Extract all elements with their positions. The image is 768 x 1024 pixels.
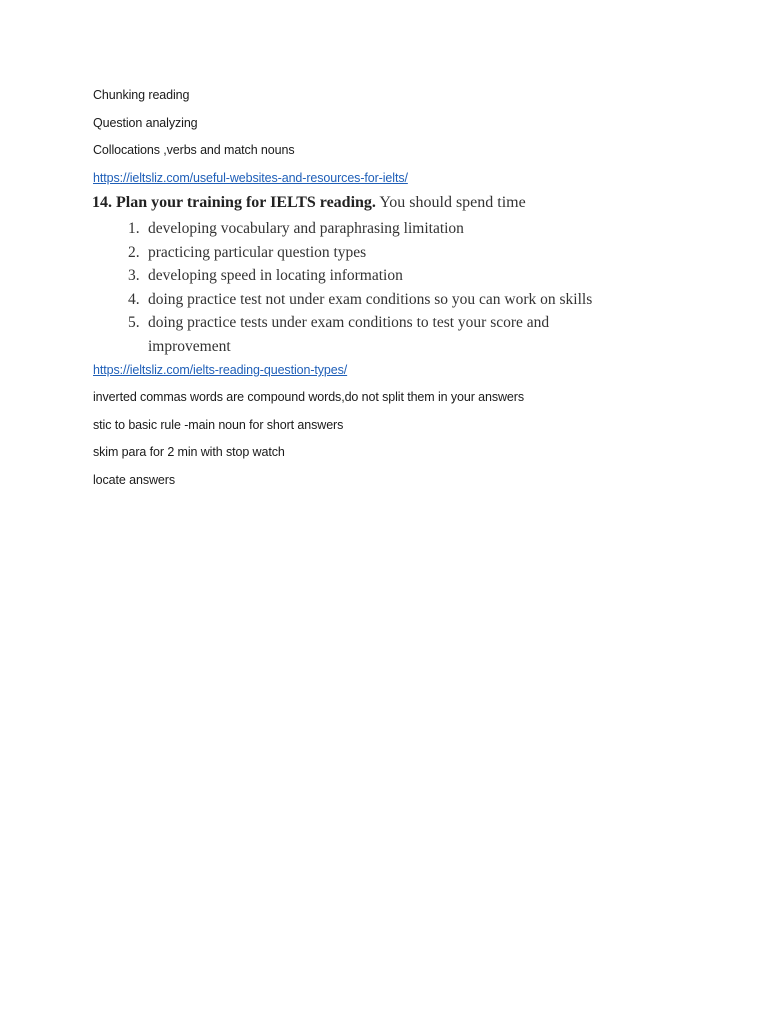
note-inverted-commas: inverted commas words are compound words,do not split them in your answers [93, 390, 524, 404]
note-skim-para: skim para for 2 min with stop watch [93, 445, 285, 459]
list-item-index: 5. [128, 314, 140, 331]
list-item-index: 4. [128, 290, 140, 308]
list-item-index: 3. [128, 267, 140, 284]
heading-number: 14. [92, 194, 112, 211]
list-item [128, 311, 618, 358]
reading-plan-list [128, 217, 618, 358]
link-useful-websites[interactable]: https://ieltsliz.com/useful-websites-and-resources-for-ielts/ [93, 171, 408, 185]
list-item [128, 264, 618, 288]
list-item-index: 2. [128, 243, 140, 261]
list-item-text: practicing particular question types [148, 243, 367, 261]
list-item-text: developing speed in locating information [148, 267, 403, 284]
list-item [128, 288, 618, 312]
note-stick-to-basic-rule: stic to basic rule -main noun for short answers [93, 418, 344, 432]
list-item [128, 241, 618, 265]
reading-plan-heading [92, 194, 526, 212]
note-collocations: Collocations ,verbs and match nouns [93, 143, 295, 157]
list-item-index: 1. [128, 220, 140, 237]
link-question-types[interactable]: https://ieltsliz.com/ielts-reading-question-types/ [93, 363, 348, 377]
note-chunking-reading: Chunking reading [93, 88, 190, 102]
pasted-reading-plan-image [92, 192, 652, 358]
list-item [128, 217, 618, 241]
list-item-text: developing vocabulary and paraphrasing limitation [148, 220, 464, 237]
heading-rest-text: You should spend time [379, 194, 526, 211]
heading-bold-text: Plan your training for IELTS reading. [116, 194, 376, 211]
note-question-analyzing: Question analyzing [93, 116, 198, 130]
note-locate-answers: locate answers [93, 473, 175, 487]
list-item-text: doing practice test not under exam conditions so you can work on skills [148, 290, 593, 308]
list-item-text: doing practice tests under exam conditions to test your score and improvement [148, 314, 550, 355]
